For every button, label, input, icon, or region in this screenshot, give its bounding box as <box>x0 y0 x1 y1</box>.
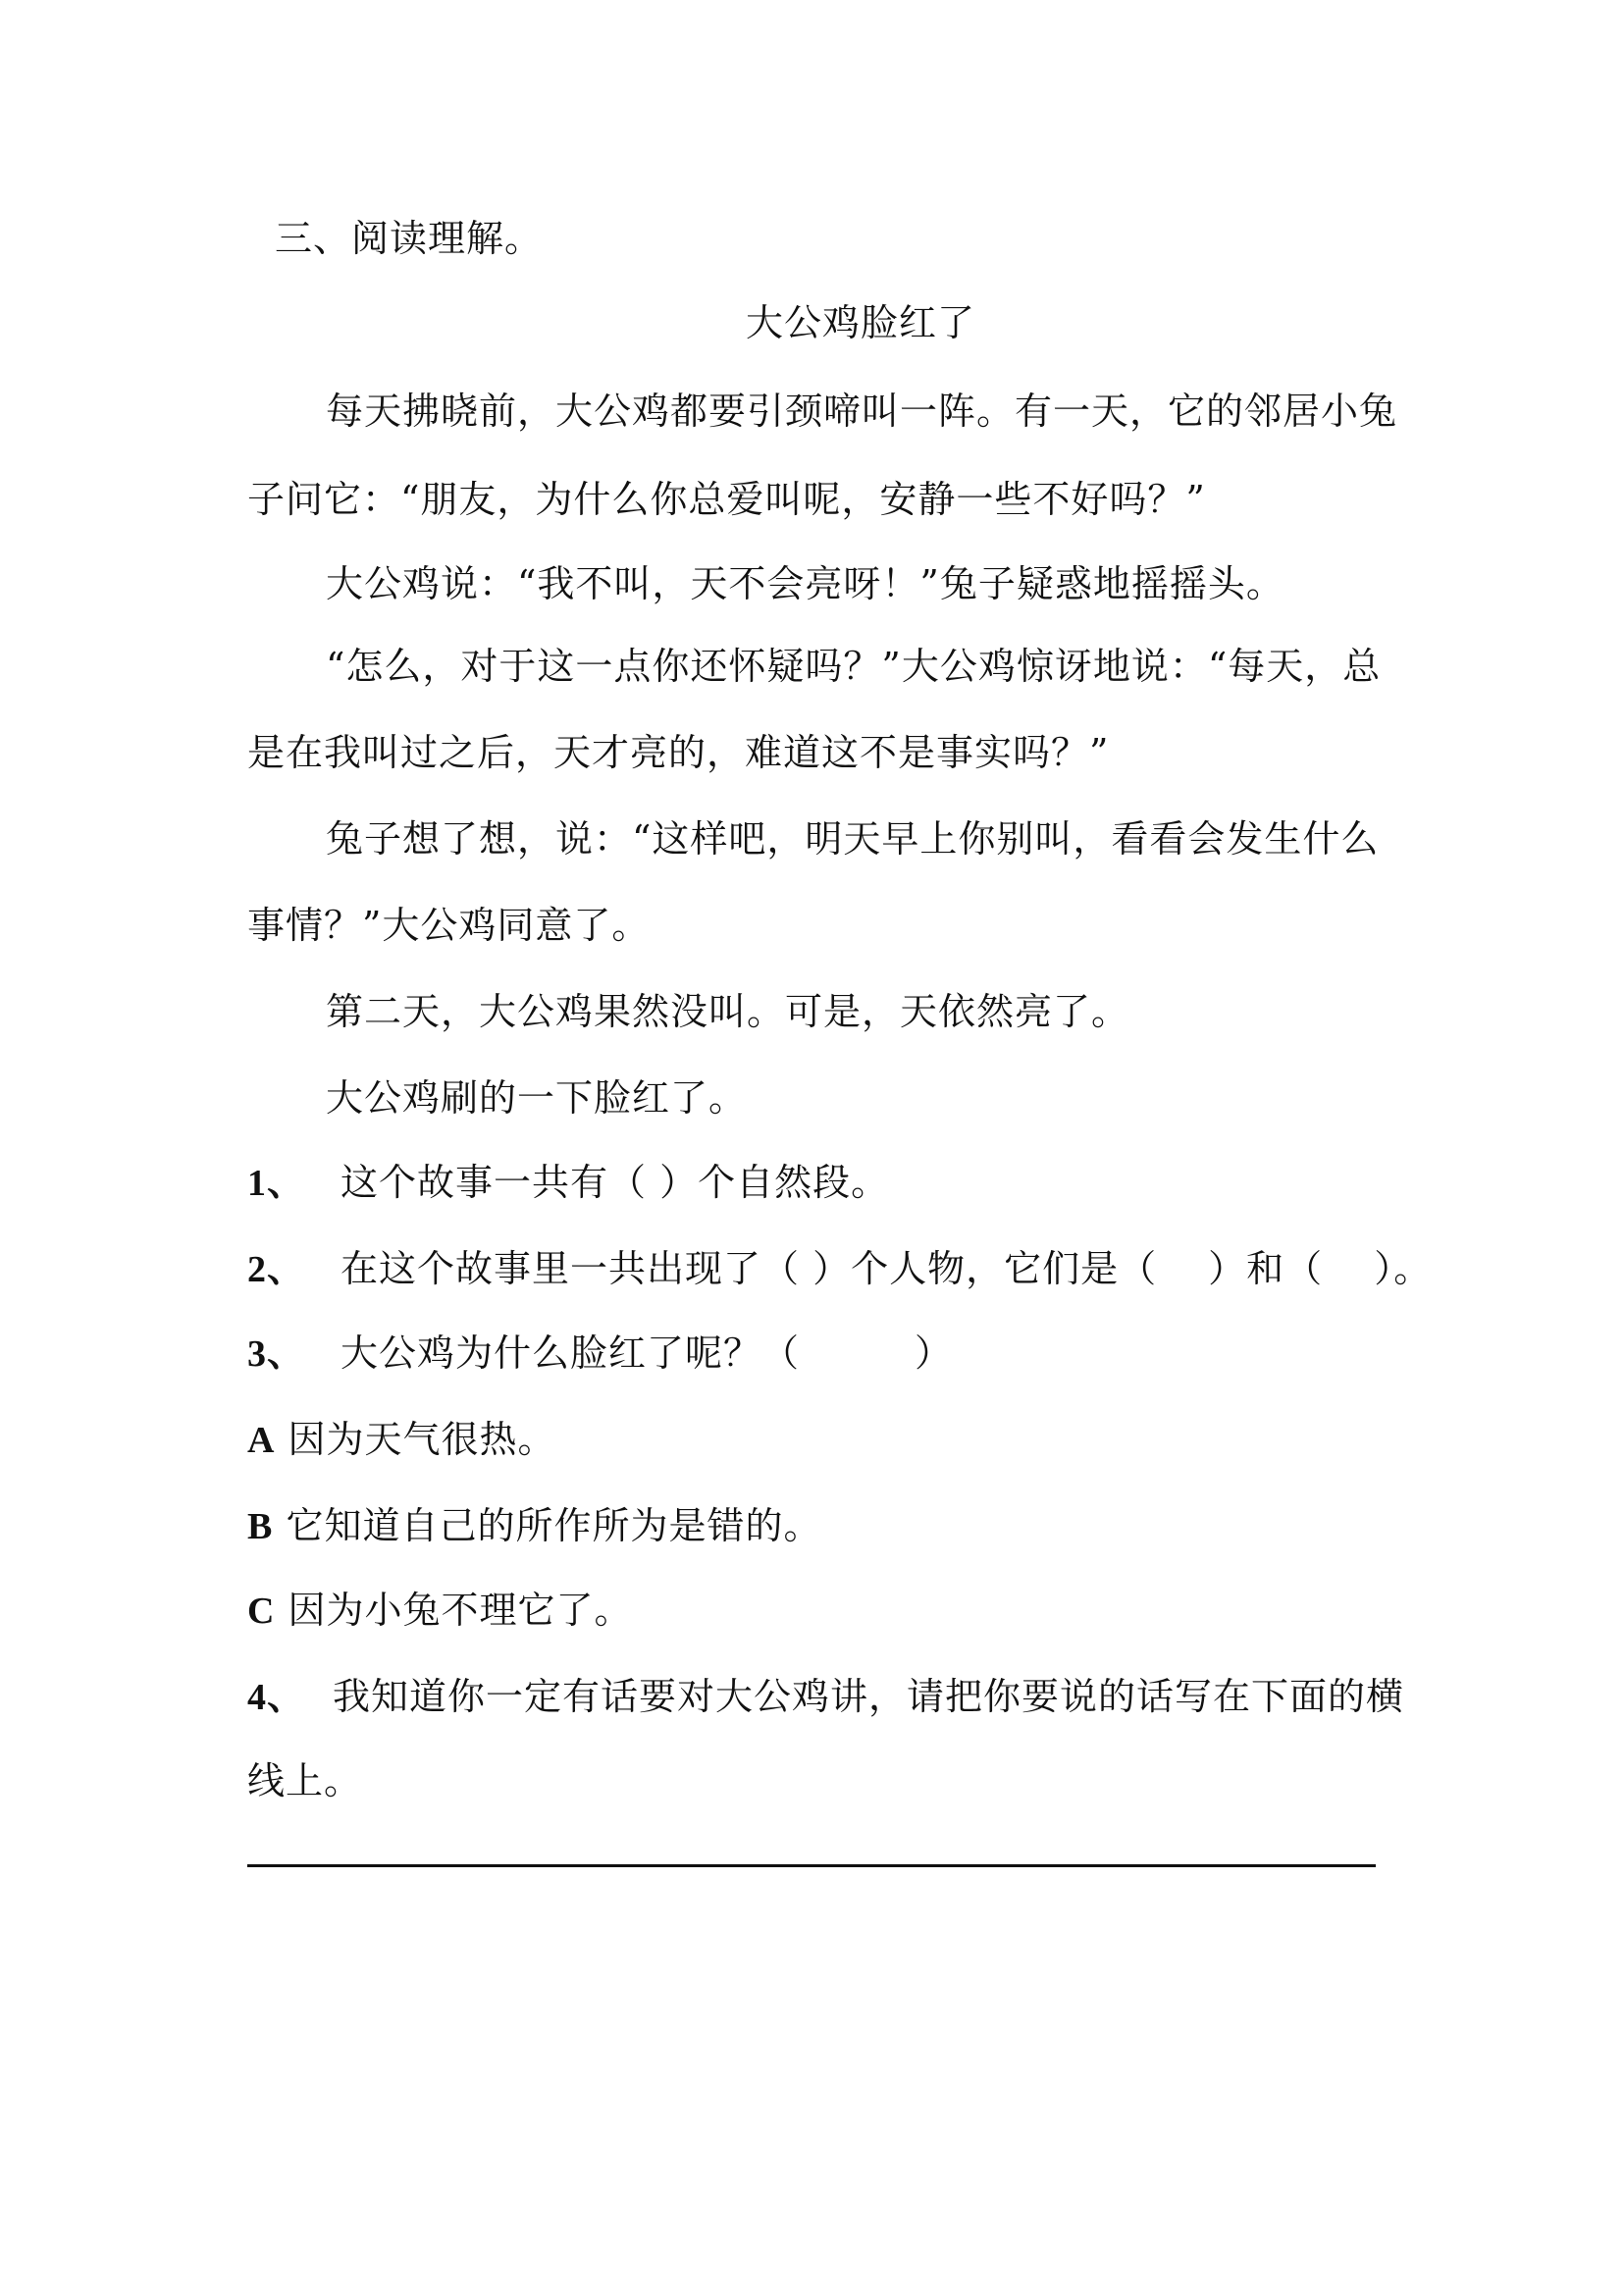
story-line-7: 事情？”大公鸡同意了。 <box>247 904 651 947</box>
story-line-9: 大公鸡刷的一下脸红了。 <box>326 1076 748 1120</box>
answer-line[interactable] <box>247 1864 1376 1867</box>
option-c <box>247 1586 633 1636</box>
story-line-6: 兔子想了想，说：“这样吧，明天早上你别叫，看看会发生什么 <box>326 817 1380 861</box>
option-letter: A <box>247 1420 276 1461</box>
question-1 <box>247 1158 889 1208</box>
option-letter: C <box>247 1591 276 1632</box>
option-letter: B <box>247 1506 274 1547</box>
question-3 <box>247 1329 953 1379</box>
question-text: 在这个故事里一共出现了（ ）个人物，它们是（ ）和（ ）。 <box>341 1247 1433 1290</box>
option-b <box>247 1501 821 1551</box>
story-line-3: 大公鸡说：“我不叫，天不会亮呀！”兔子疑惑地摇摇头。 <box>326 562 1284 605</box>
question-4-line-2: 线上。 <box>247 1759 363 1802</box>
question-number: 2、 <box>247 1249 306 1290</box>
option-text: 因为天气很热。 <box>288 1418 556 1461</box>
question-2 <box>247 1244 1432 1294</box>
story-title: 大公鸡脸红了 <box>746 301 976 344</box>
story-line-1: 每天拂晓前，大公鸡都要引颈啼叫一阵。有一天，它的邻居小兔 <box>326 390 1398 433</box>
question-number: 3、 <box>247 1333 306 1375</box>
question-4-line-1 <box>247 1672 1404 1722</box>
question-number: 1、 <box>247 1163 306 1204</box>
option-a <box>247 1415 556 1465</box>
question-number: 4、 <box>247 1677 306 1718</box>
question-text: 我知道你一定有话要对大公鸡讲，请把你要说的话写在下面的横 <box>333 1675 1405 1718</box>
story-line-8: 第二天，大公鸡果然没叫。可是，天依然亮了。 <box>326 990 1130 1033</box>
option-text: 因为小兔不理它了。 <box>288 1589 633 1632</box>
story-line-2: 子问它：“朋友，为什么你总爱叫呢，安静一些不好吗？” <box>247 478 1206 521</box>
question-text: 大公鸡为什么脸红了呢？（ ） <box>341 1331 954 1375</box>
question-text: 这个故事一共有（ ）个自然段。 <box>341 1161 890 1204</box>
section-heading: 三、阅读理解。 <box>275 217 544 260</box>
story-line-5: 是在我叫过之后，天才亮的，难道这不是事实吗？” <box>247 731 1110 774</box>
option-text: 它知道自己的所作所为是错的。 <box>286 1504 822 1547</box>
story-line-4: “怎么，对于这一点你还怀疑吗？”大公鸡惊讶地说：“每天，总 <box>326 645 1382 688</box>
